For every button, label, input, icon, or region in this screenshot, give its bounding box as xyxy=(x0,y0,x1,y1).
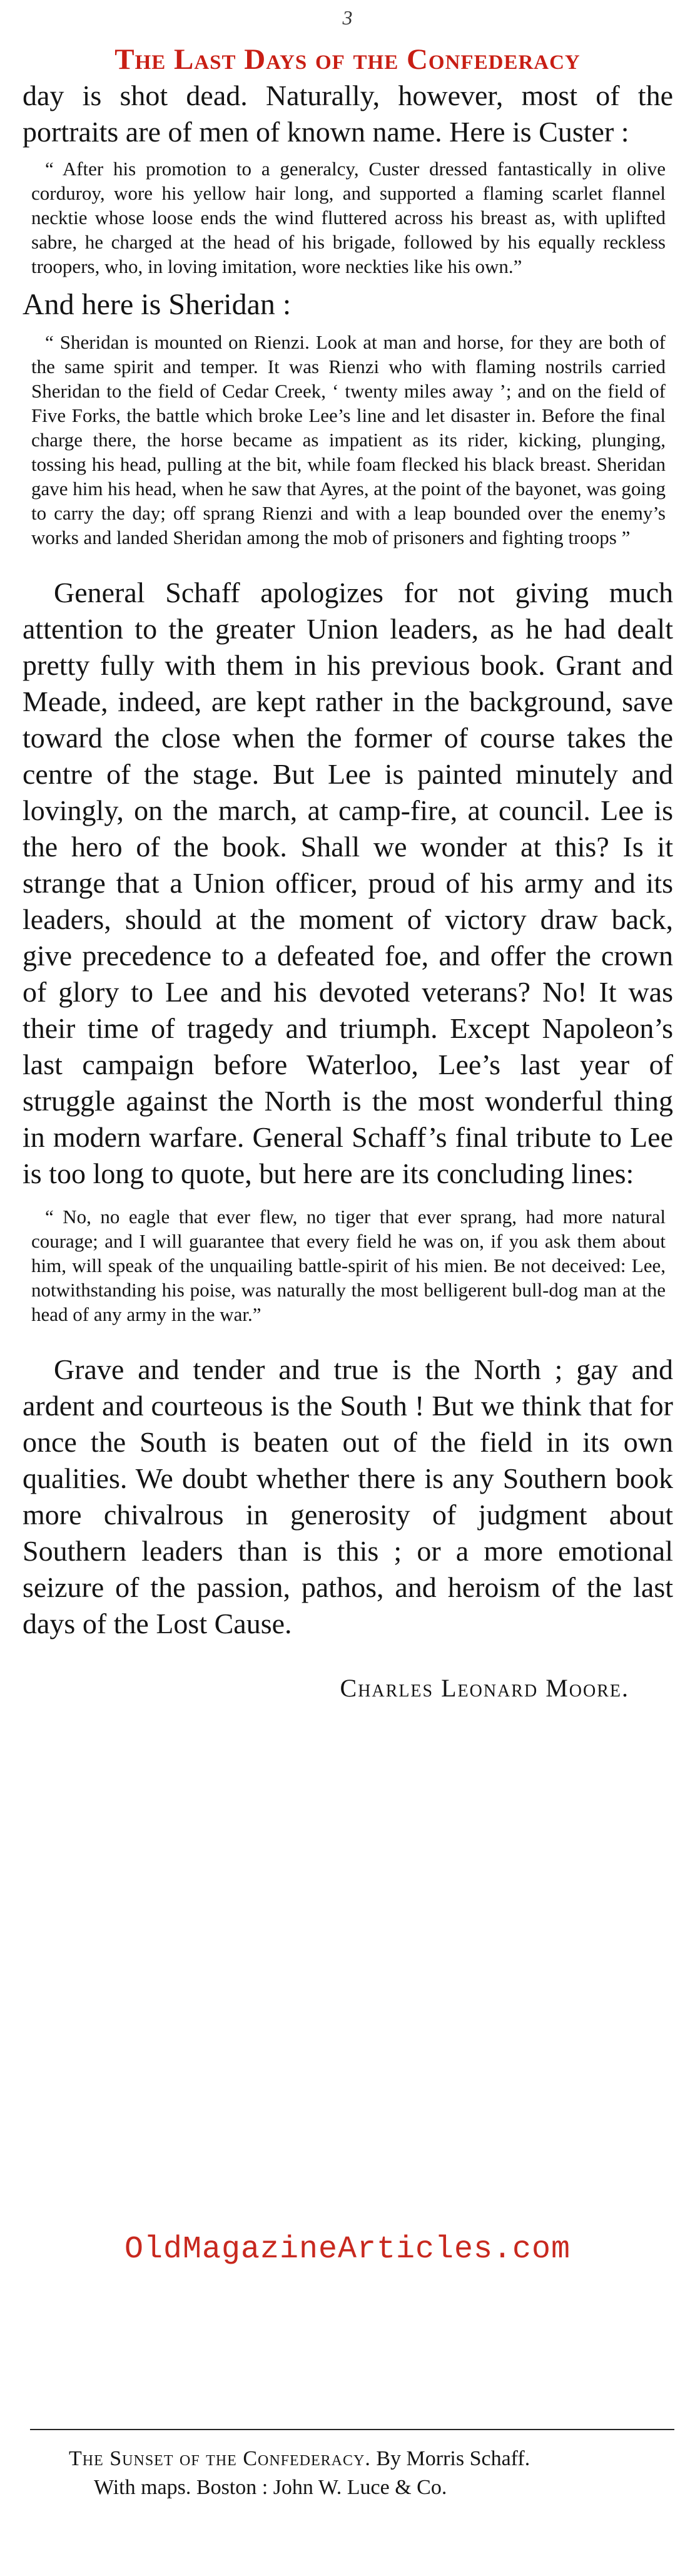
paragraph-north-south: Grave and tender and true is the North ; gay and ardent and courteous is the South ! But we think that for once the South is beaten out of the field in its own qualities. We doubt whether there is any Southern book more chivalrous in generosity of judgment about Southern leaders than is this ; or a more emotional seizure of the passion, pathos, and heroism of the last days of the Lost Cause. xyxy=(23,1353,673,1640)
running-head: The Last Days of the Confederacy xyxy=(114,43,581,76)
quote-sheridan: “ Sheridan is mounted on Rienzi. Look at man and horse, for they are both of the same spirit and temper. It was Rienzi who with flaming nostrils carried Sheridan to the field of Cedar Creek, ‘ twenty miles away ’; and on the field of Five Forks, the battle which broke Lee’s line and let disaster in. Before the final charge there, the horse became as impatient as its rider, kicking, plunging, tossing his head, pulling at the bit, while foam flecked his black breast. Sheridan gave him his head, when he saw that Ayres, at the point of the bayonet, was going to carry the day; off sprang Rienzi and with a leap bounded over the enemy’s works and landed Sheridan among the mob of prisoners and fighting troops ” xyxy=(31,331,666,548)
spacer xyxy=(23,1334,673,1352)
article-column xyxy=(23,78,673,1703)
quote-custer: “ After his promotion to a generalcy, Custer dressed fantastically in olive corduroy, wore his yellow hair long, and supported a flaming scarlet flannel necktie whose loose ends the wind fluttered across his breast as, with uplifted sabre, he charged at the head of his brigade, followed by his equally reckless troopers, who, in loving imitation, wore neckties like his own.” xyxy=(31,158,666,277)
page-number: 3 xyxy=(342,6,353,29)
paragraph-schaff-lee: General Schaff apologizes for not giving much attention to the greater Union leaders, as he had dealt pretty fully with them in his previous book. Grant and Meade, indeed, are kept rather in the background, save toward the close when the former of course takes the centre of the stage. But Lee is painted minutely and lovingly, on the march, at camp-fire, at council. Lee is the hero of the book. Shall we wonder at this? Is it strange that a Union officer, proud of his army and its leaders, should at the moment of victory draw back, give precedence to a defeated foe, and offer the crown of glory to Lee and his devoted veterans? No! It was their time of tragedy and triumph. Except Napoleon’s last campaign before Waterloo, Lee’s last year of struggle against the North is the most wonderful thing in modern warfare. General Schaff’s final tribute to Lee is too long to quote, but here are its concluding lines: xyxy=(23,577,673,1189)
site-watermark: OldMagazineArticles.com xyxy=(124,2232,571,2267)
spacer xyxy=(23,1642,673,1673)
quote-lee-tribute: “ No, no eagle that ever flew, no tiger that ever sprang, had more natural courage; and I will guarantee that every field he was on, if you ask them about him, will speak of the unquailing battle-spirit of his mien. Be not deceived: Lee, notwithstanding his poise, was naturally the most belligerent bull-dog man at the head of any army in the war.” xyxy=(31,1206,666,1325)
book-footnote xyxy=(69,2445,688,2502)
footnote-author: By Morris Schaff. xyxy=(370,2447,530,2470)
footnote-line-1 xyxy=(69,2445,688,2473)
spacer xyxy=(23,1192,673,1198)
footnote-publication: With maps. Boston : John W. Luce & Co. xyxy=(94,2476,447,2499)
paragraph-custer-intro: day is shot dead. Naturally, however, most of the portraits are of men of known name. Here is Custer : xyxy=(23,80,673,148)
paragraph-sheridan-intro: And here is Sheridan : xyxy=(23,288,292,321)
footnote-divider xyxy=(30,2429,674,2430)
spacer xyxy=(23,557,673,575)
footnote-book-title: The Sunset of the Confederacy. xyxy=(69,2447,371,2470)
author-signature: Charles Leonard Moore. xyxy=(340,1674,629,1702)
